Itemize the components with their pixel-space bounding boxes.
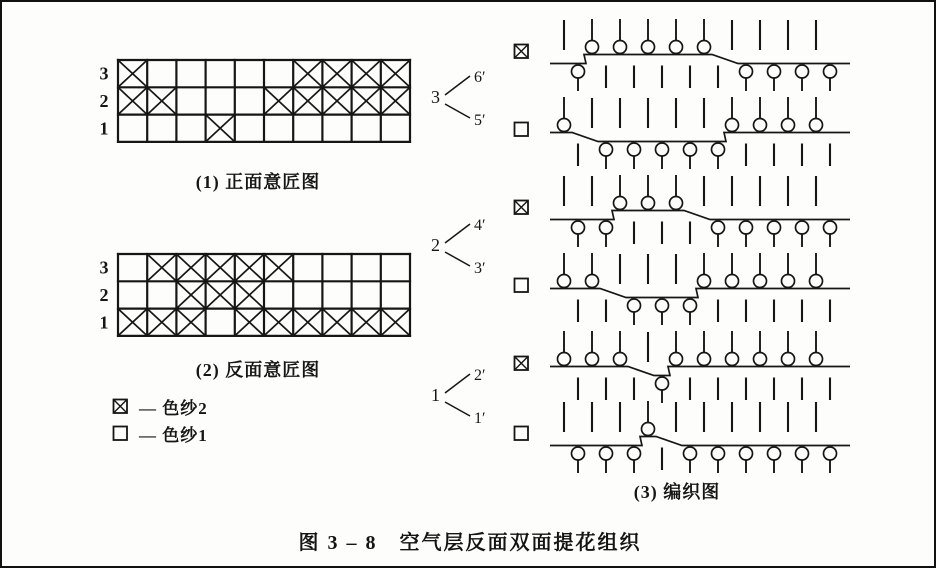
front-design-caption: (1) 正面意匠图 [195, 172, 321, 192]
upper-needles [558, 97, 823, 132]
yarn-path [550, 133, 850, 142]
grid-row-label: 2 [99, 90, 109, 111]
lower-needles [578, 143, 830, 169]
grid-lines [118, 254, 410, 336]
open-box-icon [513, 277, 530, 294]
yarn-path [550, 367, 850, 376]
crossed-box-icon [513, 43, 530, 60]
course-diagram-6′ [547, 17, 867, 93]
open-box-icon [513, 121, 530, 138]
course-diagram-3′ [547, 251, 867, 327]
course-label: 4′ [474, 217, 486, 234]
grid-row-label: 3 [99, 63, 109, 84]
upper-needles [564, 175, 816, 210]
crossed-box-icon [513, 355, 530, 372]
crossed-box-icon [112, 398, 129, 415]
group-number: 3 [431, 87, 440, 107]
figure-caption: 图 3 – 8 空气层反面双面提花组织 [298, 532, 642, 554]
back-design-grid [92, 250, 416, 342]
upper-needles [564, 401, 816, 436]
group-number: 1 [431, 385, 440, 405]
knitting-caption: (3) 编织图 [633, 482, 721, 502]
course-group-tree-2 [428, 207, 500, 279]
course-group-tree-3 [428, 59, 500, 131]
grid-row-label: 1 [99, 312, 109, 333]
course-diagram-1′ [547, 399, 867, 475]
course-label: 2′ [474, 367, 486, 384]
course-diagram-4′ [547, 173, 867, 249]
lower-needles [572, 447, 837, 473]
group-number: 2 [431, 235, 440, 255]
open-box-icon [513, 425, 530, 442]
back-design-caption: (2) 反面意匠图 [195, 360, 321, 380]
yarn-path [550, 437, 850, 446]
lower-needles [578, 299, 830, 325]
yarn-path [550, 211, 850, 220]
course-group-tree-1 [428, 357, 500, 429]
color-yarn-legend [112, 393, 208, 447]
course-label: 1′ [474, 410, 486, 427]
course-label: 6′ [474, 69, 486, 86]
grid-row-label: 1 [99, 118, 109, 139]
course-label: 3′ [474, 260, 486, 277]
course-diagram-5′ [547, 95, 867, 171]
yarn-path [550, 289, 850, 298]
upper-needles [564, 19, 816, 54]
yarn-path [550, 55, 850, 64]
lower-needles [572, 65, 837, 91]
legend-item-yarn2 [112, 393, 208, 420]
lower-needles [572, 221, 837, 247]
course-label: 5′ [474, 112, 486, 129]
legend-label-yarn2: — 色纱2 [139, 399, 208, 418]
open-box-icon [112, 425, 129, 442]
upper-needles [558, 331, 823, 366]
grid-row-label: 2 [99, 284, 109, 305]
grid-row-label: 3 [99, 257, 109, 278]
crossed-box-icon [513, 199, 530, 216]
upper-needles [558, 253, 823, 288]
front-design-grid [92, 56, 416, 148]
legend-item-yarn1 [112, 420, 208, 447]
legend-label-yarn1: — 色纱1 [139, 426, 208, 445]
course-diagram-2′ [547, 329, 867, 405]
